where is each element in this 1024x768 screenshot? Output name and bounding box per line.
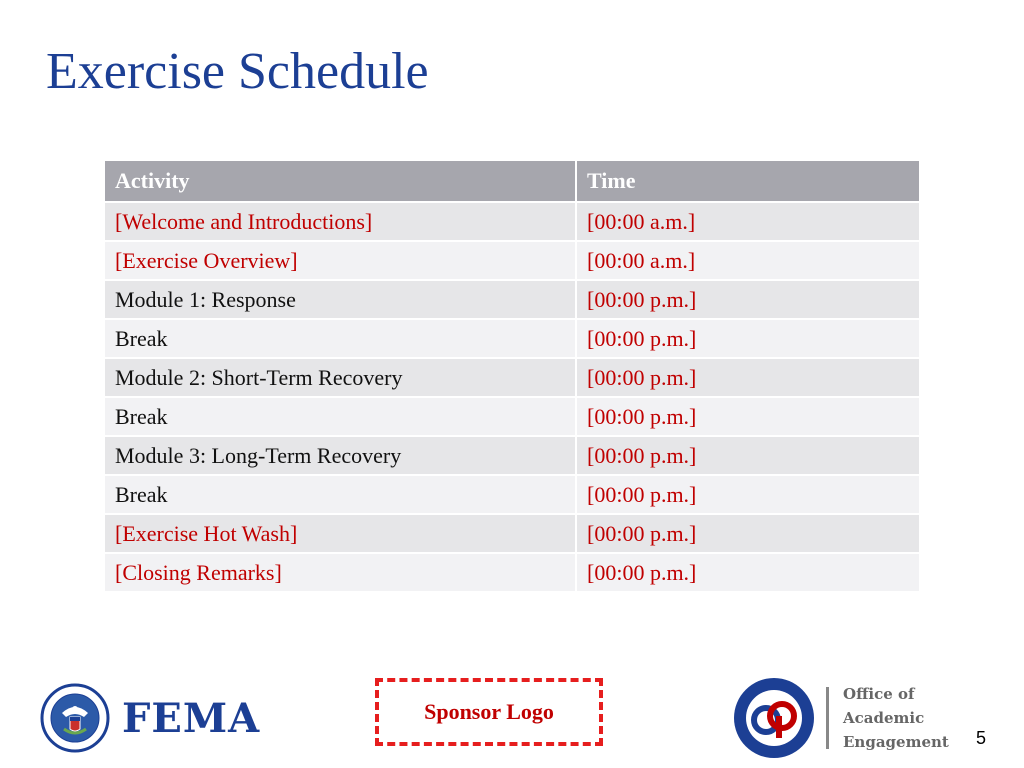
time-cell: [00:00 p.m.] xyxy=(576,514,920,553)
time-cell: [00:00 p.m.] xyxy=(576,319,920,358)
oae-line-3: Engagement xyxy=(843,733,949,751)
activity-cell: Break xyxy=(104,475,576,514)
activity-cell: [Exercise Hot Wash] xyxy=(104,514,576,553)
activity-cell: Break xyxy=(104,319,576,358)
oae-line-2: Academic xyxy=(843,709,925,727)
page-number: 5 xyxy=(975,728,986,748)
time-cell: [00:00 a.m.] xyxy=(576,241,920,280)
activity-cell: Module 2: Short-Term Recovery xyxy=(104,358,576,397)
table-row xyxy=(104,319,920,358)
time-cell: [00:00 a.m.] xyxy=(576,202,920,241)
oae-line-1: Office of xyxy=(843,685,915,703)
campus-resilience-seal-icon xyxy=(732,676,816,760)
table-row xyxy=(104,241,920,280)
activity-cell: [Closing Remarks] xyxy=(104,553,576,592)
time-cell: [00:00 p.m.] xyxy=(576,553,920,592)
table-row xyxy=(104,397,920,436)
table-row xyxy=(104,358,920,397)
time-cell: [00:00 p.m.] xyxy=(576,280,920,319)
activity-cell: Break xyxy=(104,397,576,436)
sponsor-logo-placeholder xyxy=(375,678,603,746)
table-row xyxy=(104,514,920,553)
time-cell: [00:00 p.m.] xyxy=(576,358,920,397)
oae-logo xyxy=(732,676,949,760)
table-row xyxy=(104,202,920,241)
fema-logo xyxy=(40,683,260,753)
activity-cell: [Welcome and Introductions] xyxy=(104,202,576,241)
schedule-table xyxy=(103,159,921,593)
table-row xyxy=(104,553,920,592)
fema-wordmark: FEMA xyxy=(122,694,261,742)
table-header-row xyxy=(104,160,920,202)
oae-wordmark xyxy=(843,682,949,754)
table-row xyxy=(104,436,920,475)
table-row xyxy=(104,280,920,319)
time-cell: [00:00 p.m.] xyxy=(576,436,920,475)
slide-title: Exercise Schedule xyxy=(46,43,429,100)
activity-cell: [Exercise Overview] xyxy=(104,241,576,280)
sponsor-logo-label: Sponsor Logo xyxy=(424,699,554,724)
oae-divider xyxy=(826,687,829,749)
time-cell: [00:00 p.m.] xyxy=(576,397,920,436)
dhs-seal-icon xyxy=(40,683,110,753)
table-row xyxy=(104,475,920,514)
activity-cell: Module 3: Long-Term Recovery xyxy=(104,436,576,475)
time-cell: [00:00 p.m.] xyxy=(576,475,920,514)
activity-cell: Module 1: Response xyxy=(104,280,576,319)
header-activity: Activity xyxy=(104,160,576,202)
header-time: Time xyxy=(576,160,920,202)
